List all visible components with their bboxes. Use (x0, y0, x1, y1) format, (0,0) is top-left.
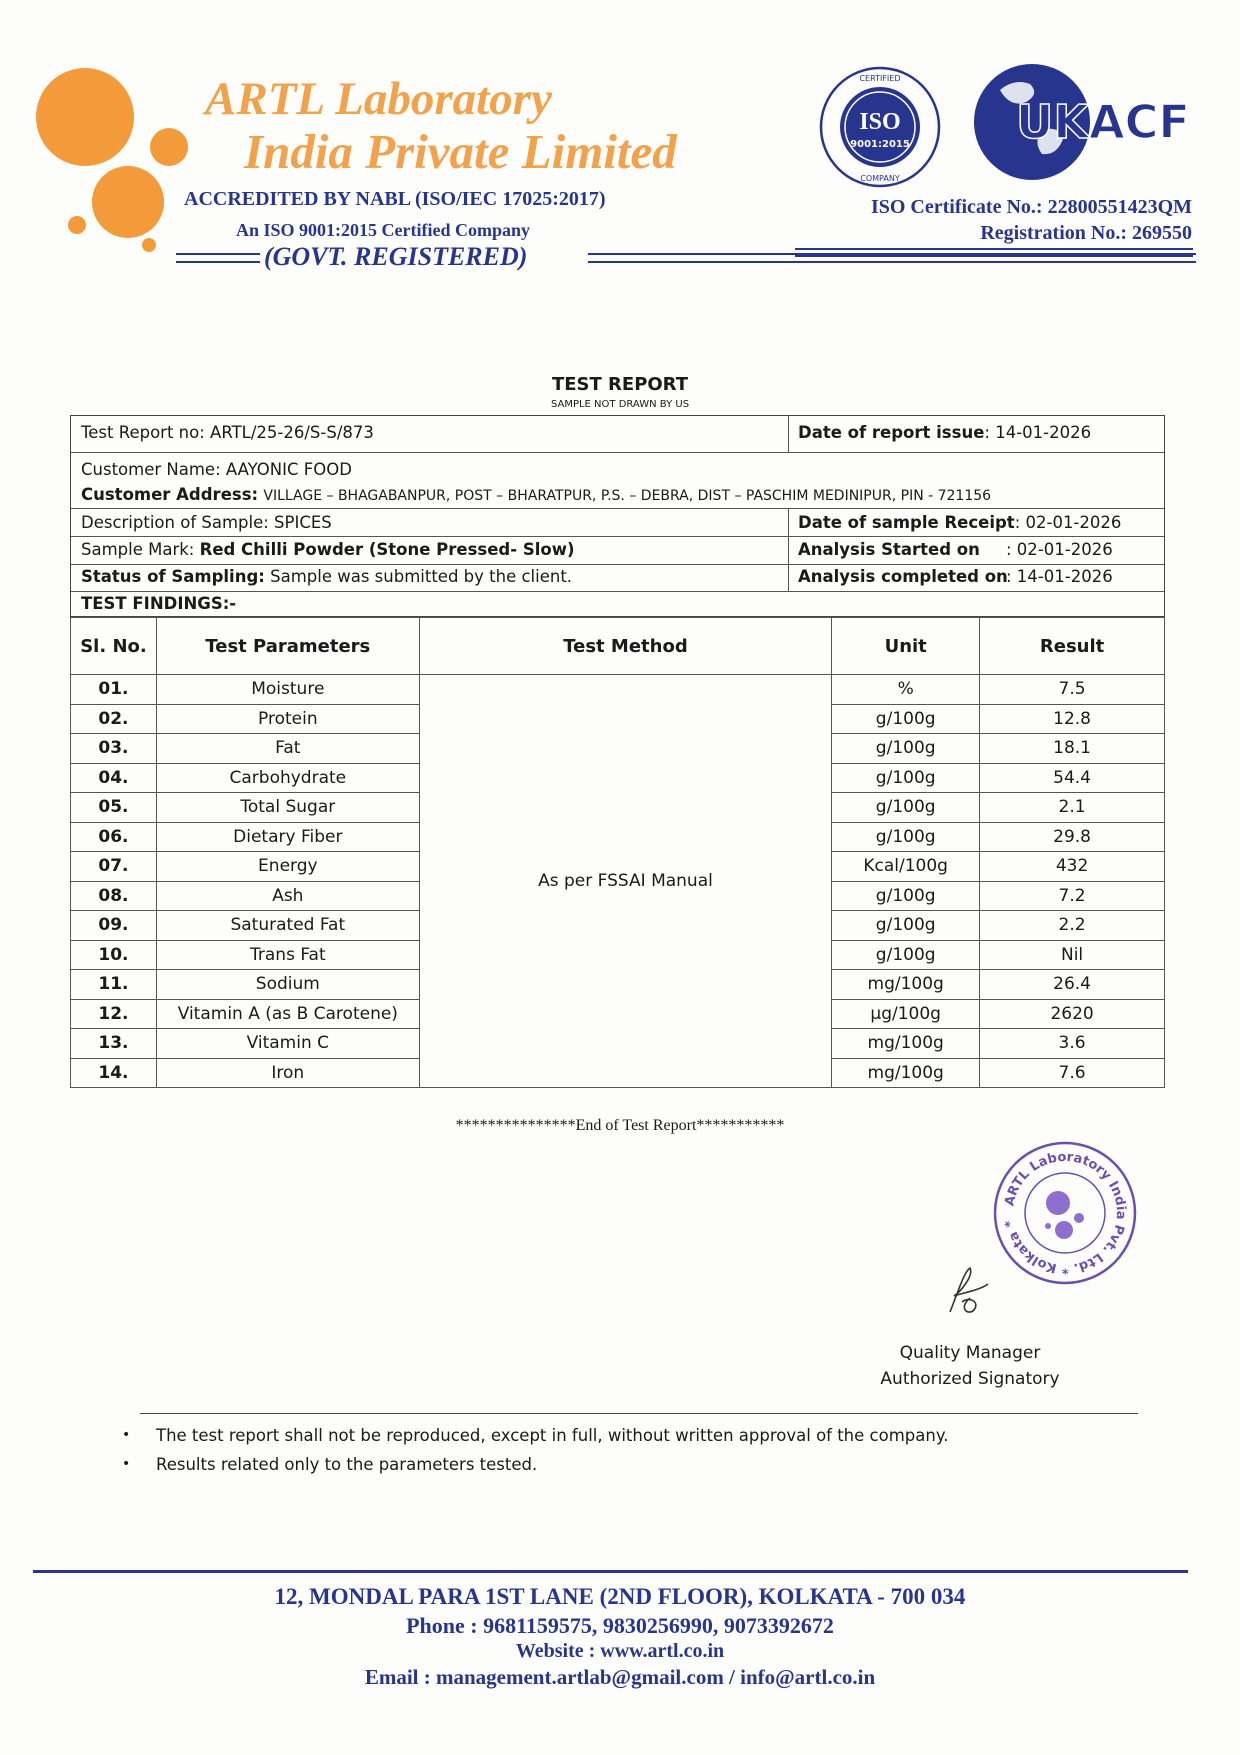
cell-sl-no: 14. (71, 1058, 157, 1088)
iso-certificate-number: ISO Certificate No.: 22800551423QM (870, 196, 1192, 218)
cell-unit: mg/100g (832, 1029, 980, 1059)
signatory-block (850, 1340, 1090, 1392)
footer-email: Email : management.artlab@gmail.com / info@artl.co.in (364, 1665, 876, 1689)
seal-text: ARTL Laboratory India Pvt. Ltd. * Kolkata * (1002, 1149, 1129, 1277)
double-rule-header-right (795, 248, 1193, 257)
cell-sl-no: 01. (71, 675, 157, 705)
footer-phone: Phone : 9681159575, 9830256990, 9073392672 (406, 1613, 834, 1638)
cell-test-parameter: Total Sugar (156, 793, 419, 823)
header-test-method: Test Method (419, 618, 832, 675)
logo-dot-small (68, 216, 86, 234)
cell-unit: g/100g (832, 911, 980, 941)
test-findings-table (70, 617, 1165, 1088)
divider-v (788, 508, 789, 591)
cell-unit: g/100g (832, 940, 980, 970)
logo-dot-lower (92, 166, 164, 238)
notes-divider (140, 1413, 1138, 1414)
cell-result: 2.1 (980, 793, 1165, 823)
cell-test-parameter: Sodium (156, 970, 419, 1000)
cell-result: Nil (980, 940, 1165, 970)
analysis-started (798, 540, 1113, 559)
cell-unit: g/100g (832, 881, 980, 911)
end-of-report-text: ***************End of Test Report*********** (455, 1117, 785, 1134)
cell-sl-no: 13. (71, 1029, 157, 1059)
sample-mark-value: Red Chilli Powder (Stone Pressed- Slow) (199, 540, 575, 559)
govt-registered-text: (GOVT. REGISTERED) (264, 242, 528, 271)
table-body (71, 675, 1165, 1088)
cell-test-parameter: Moisture (156, 675, 419, 705)
svg-text:ARTL Laboratory India Pvt. Ltd (1002, 1150, 1128, 1276)
divider-h (71, 564, 1164, 565)
cell-result: 2620 (980, 999, 1165, 1029)
cell-test-parameter: Trans Fat (156, 940, 419, 970)
header-result: Result (980, 618, 1165, 675)
company-name-line1: ARTL Laboratory (205, 73, 552, 125)
header-sl-no: Sl. No. (71, 618, 157, 675)
cell-result: 432 (980, 852, 1165, 882)
note-item: • The test report shall not be reproduced, except in full, without written approval of the company. (118, 1421, 948, 1450)
note-item: • Results related only to the parameters tested. (118, 1450, 948, 1479)
handwritten-signature (940, 1262, 1000, 1320)
divider-v (788, 416, 789, 452)
cell-unit: Kcal/100g (832, 852, 980, 882)
divider-h (71, 508, 1164, 509)
cell-test-parameter: Protein (156, 704, 419, 734)
receipt-date-label: Date of sample Receipt (798, 513, 1015, 532)
cell-result: 29.8 (980, 822, 1165, 852)
registration-number: Registration No.: 269550 (980, 222, 1192, 244)
receipt-date-value: : 02-01-2026 (1014, 513, 1122, 532)
customer-address-label: Customer Address: (81, 485, 259, 504)
logo-dot-large (36, 68, 134, 166)
iso-badge-bottom-text: COMPANY (860, 174, 900, 183)
header-test-parameters: Test Parameters (156, 618, 419, 675)
issue-date-value: : 14-01-2026 (984, 423, 1092, 442)
cell-unit: mg/100g (832, 1058, 980, 1088)
cell-sl-no: 04. (71, 763, 157, 793)
analysis-completed-label: Analysis completed on (798, 567, 1008, 586)
sampling-status-value: Sample was submitted by the client. (270, 567, 573, 586)
cell-test-parameter: Fat (156, 734, 419, 764)
cell-sl-no: 03. (71, 734, 157, 764)
customer-address (81, 485, 991, 504)
sampling-status (81, 567, 572, 586)
cell-sl-no: 12. (71, 999, 157, 1029)
sample-mark-label: Sample Mark: (81, 540, 195, 559)
iso-badge-num-text: 9001:2015 (850, 139, 910, 150)
customer-name: Customer Name: AAYONIC FOOD (81, 460, 352, 479)
signatory-role: Authorized Signatory (880, 1369, 1060, 1389)
cell-result: 7.2 (980, 881, 1165, 911)
table-row (71, 675, 1165, 705)
cell-sl-no: 02. (71, 704, 157, 734)
cell-unit: g/100g (832, 734, 980, 764)
footer-rule (33, 1570, 1188, 1573)
cell-sl-no: 05. (71, 793, 157, 823)
analysis-completed-value: : 14-01-2026 (1006, 567, 1113, 586)
cell-unit: mg/100g (832, 970, 980, 1000)
iso-badge-icon (818, 65, 942, 189)
cell-sl-no: 09. (71, 911, 157, 941)
cell-unit: g/100g (832, 822, 980, 852)
cell-test-parameter: Iron (156, 1058, 419, 1088)
ukacf-logo-icon (970, 62, 1192, 192)
cell-unit: g/100g (832, 793, 980, 823)
cell-sl-no: 10. (71, 940, 157, 970)
divider-h (71, 536, 1164, 537)
sample-mark (81, 540, 575, 559)
cell-result: 12.8 (980, 704, 1165, 734)
accreditation-text: ACCREDITED BY NABL (ISO/IEC 17025:2017) (184, 188, 606, 210)
iso-badge-main-text: ISO (859, 109, 901, 135)
notes-list (118, 1421, 948, 1479)
cell-sl-no: 08. (71, 881, 157, 911)
cell-unit: % (832, 675, 980, 705)
cell-sl-no: 07. (71, 852, 157, 882)
report-subtitle: SAMPLE NOT DRAWN BY US (550, 399, 690, 410)
issue-date-label: Date of report issue (798, 423, 985, 442)
cell-result: 26.4 (980, 970, 1165, 1000)
sample-receipt-date (798, 513, 1121, 532)
iso-certified-text: An ISO 9001:2015 Certified Company (236, 220, 531, 240)
header-unit: Unit (832, 618, 980, 675)
cell-unit: µg/100g (832, 999, 980, 1029)
cell-result: 7.5 (980, 675, 1165, 705)
report-info-box (70, 415, 1165, 617)
cell-result: 18.1 (980, 734, 1165, 764)
cell-sl-no: 06. (71, 822, 157, 852)
customer-address-value: VILLAGE – BHAGABANPUR, POST – BHARATPUR, P.S. – DEBRA, DIST – PASCHIM MEDINIPUR, PIN - 721156 (263, 488, 992, 504)
double-rule-left (176, 253, 260, 263)
footer-address: 12, MONDAL PARA 1ST LANE (2ND FLOOR), KOLKATA - 700 034 (274, 1584, 966, 1609)
logo-dot-tiny (142, 238, 156, 252)
cell-test-method: As per FSSAI Manual (419, 675, 832, 1088)
report-number: Test Report no: ARTL/25-26/S-S/873 (81, 423, 374, 442)
cell-test-parameter: Vitamin A (as B Carotene) (156, 999, 419, 1029)
signatory-title: Quality Manager (899, 1343, 1041, 1363)
cell-result: 54.4 (980, 763, 1165, 793)
cell-test-parameter: Dietary Fiber (156, 822, 419, 852)
divider-h (71, 591, 1164, 592)
divider-h (71, 452, 1164, 453)
cell-test-parameter: Carbohydrate (156, 763, 419, 793)
analysis-completed (798, 567, 1113, 586)
logo-dot-medium (150, 128, 188, 166)
issue-date (798, 423, 1091, 442)
analysis-started-value: : 02-01-2026 (1006, 540, 1113, 559)
cell-result: 3.6 (980, 1029, 1165, 1059)
sampling-status-label: Status of Sampling: (81, 567, 265, 586)
iso-badge-top-text: CERTIFIED (859, 74, 901, 83)
report-title: TEST REPORT (551, 374, 689, 395)
cell-result: 2.2 (980, 911, 1165, 941)
cell-test-parameter: Ash (156, 881, 419, 911)
analysis-started-label: Analysis Started on (798, 540, 980, 559)
company-name-line2: India Private Limited (244, 124, 677, 179)
test-findings-label: TEST FINDINGS:- (81, 594, 237, 613)
cell-result: 7.6 (980, 1058, 1165, 1088)
table-header-row (71, 618, 1165, 675)
cell-sl-no: 11. (71, 970, 157, 1000)
cell-test-parameter: Energy (156, 852, 419, 882)
company-seal-stamp (990, 1138, 1140, 1288)
footer-website: Website : www.artl.co.in (515, 1640, 725, 1662)
ukacf-text: UKACF (1016, 95, 1190, 149)
cell-unit: g/100g (832, 704, 980, 734)
cell-test-parameter: Saturated Fat (156, 911, 419, 941)
cell-test-parameter: Vitamin C (156, 1029, 419, 1059)
sample-description: Description of Sample: SPICES (81, 513, 332, 532)
cell-unit: g/100g (832, 763, 980, 793)
